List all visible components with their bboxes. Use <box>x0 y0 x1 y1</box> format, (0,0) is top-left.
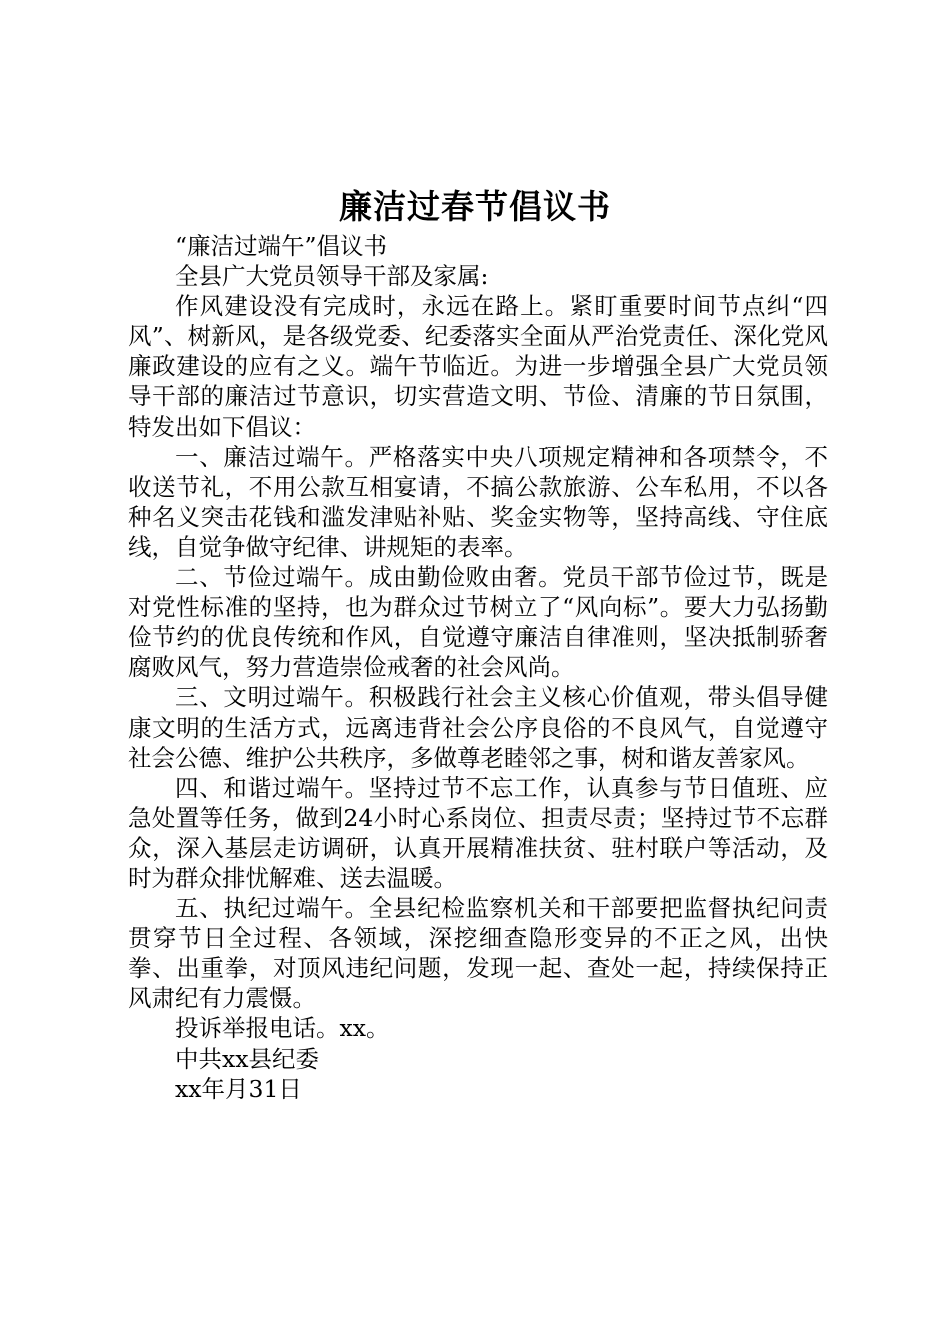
proposal-1-paragraph: 一、廉洁过端午。严格落实中央八项规定精神和各项禁令，不收送节礼，不用公款互相宴请，不搞公款旅游、公车私用，不以各种名义突击花钱和滥发津贴补贴、奖金实物等，坚持高线、守住底线，自觉争做守纪律、讲规矩的表率。 <box>128 442 828 561</box>
proposal-2-paragraph: 二、节俭过端午。成由勤俭败由奢。党员干部节俭过节，既是对党性标准的坚持，也为群众过节树立了“风向标”。要大力弘扬勤俭节约的优良传统和作风，自觉遵守廉洁自律准则，坚决抵制骄奢腐败风气，努力营造崇俭戒奢的社会风尚。 <box>128 563 828 682</box>
hotline-line: 投诉举报电话。xx。 <box>175 1014 390 1043</box>
intro-paragraph: 作风建设没有完成时，永远在路上。紧盯重要时间节点纠“四风”、树新风，是各级党委、纪委落实全面从严治党责任、深化党风廉政建设的应有之义。端午节临近。为进一步增强全县广大党员领导干部的廉洁过节意识，切实营造文明、节俭、清廉的节日氛围，特发出如下倡议： <box>128 292 828 441</box>
proposal-5-paragraph: 五、执纪过端午。全县纪检监察机关和干部要把监督执纪问责贯穿节日全过程、各领域，深挖细查隐形变异的不正之风，出快拳、出重拳，对顶风违纪问题，发现一起、查处一起，持续保持正风肃纪有力震慑。 <box>128 894 828 1013</box>
signature-org: 中共xx县纪委 <box>175 1044 320 1073</box>
subtitle-line: “廉洁过端午”倡议书 <box>175 232 388 260</box>
signature-date: xx年月31日 <box>175 1074 302 1103</box>
proposal-3-paragraph: 三、文明过端午。积极践行社会主义核心价值观，带头倡导健康文明的生活方式，远离违背社会公序良俗的不良风气，自觉遵守社会公德、维护公共秩序，多做尊老睦邻之事，树和谐友善家风。 <box>128 683 828 772</box>
document-title: 廉洁过春节倡议书 <box>339 187 611 226</box>
salutation: 全县广大党员领导干部及家属: <box>175 262 489 291</box>
proposal-4-paragraph: 四、和谐过端午。坚持过节不忘工作，认真参与节日值班、应急处置等任务，做到24小时心系岗位、担责尽责；坚持过节不忘群众，深入基层走访调研，认真开展精准扶贫、驻村联户等活动，及时为群众排忧解难、送去温暖。 <box>128 773 828 892</box>
document-body <box>128 231 828 1104</box>
